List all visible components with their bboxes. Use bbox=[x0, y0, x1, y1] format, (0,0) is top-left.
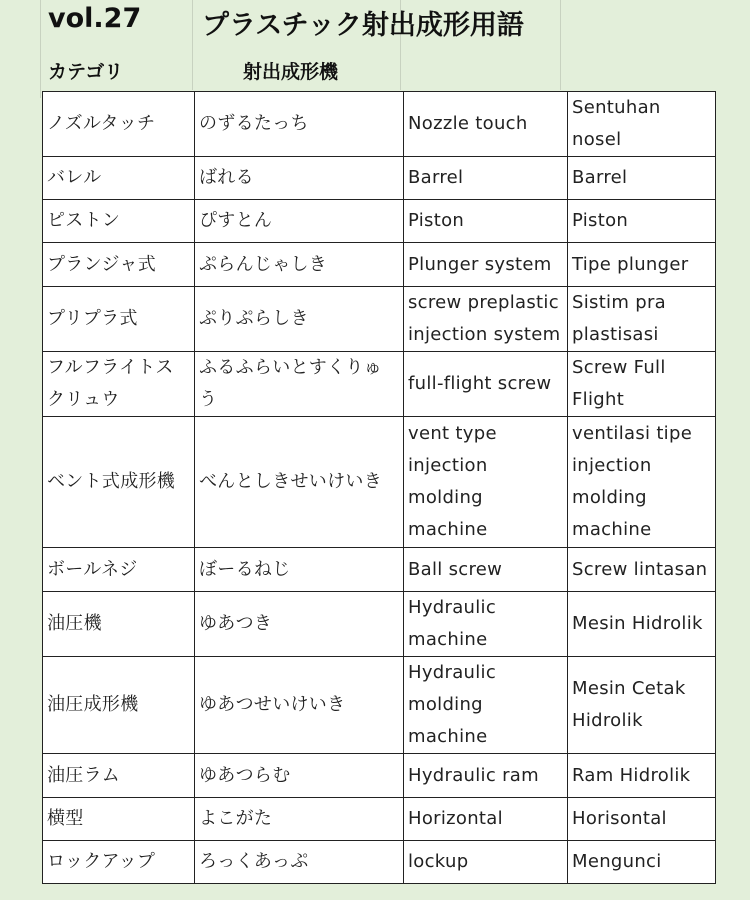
table-row bbox=[43, 352, 716, 417]
term-reading: のずるたっち bbox=[195, 92, 404, 157]
table-row bbox=[43, 200, 716, 243]
term-reading: ぷらんじゃしき bbox=[195, 243, 404, 287]
term-english: lockup bbox=[404, 841, 568, 884]
table-row bbox=[43, 417, 716, 548]
term-indonesian: Screw lintasan bbox=[568, 548, 716, 592]
table-row bbox=[43, 657, 716, 754]
term-japanese: 油圧ラム bbox=[43, 754, 195, 798]
term-indonesian: Piston bbox=[568, 200, 716, 243]
term-english: Ball screw bbox=[404, 548, 568, 592]
term-reading: ゆあつせいけいき bbox=[195, 657, 404, 754]
term-japanese: 油圧機 bbox=[43, 592, 195, 657]
page-title: プラスチック射出成形用語 bbox=[202, 10, 524, 41]
term-reading: ぼーるねじ bbox=[195, 548, 404, 592]
term-reading: ばれる bbox=[195, 157, 404, 200]
gridline bbox=[40, 0, 41, 98]
table-row bbox=[43, 243, 716, 287]
term-reading: よこがた bbox=[195, 798, 404, 841]
term-english: Horizontal bbox=[404, 798, 568, 841]
term-japanese: フルフライトスクリュウ bbox=[43, 352, 195, 417]
term-english: screw preplastic injection system bbox=[404, 287, 568, 352]
term-reading: ぷりぷらしき bbox=[195, 287, 404, 352]
term-japanese: ピストン bbox=[43, 200, 195, 243]
term-reading: べんとしきせいけいき bbox=[195, 417, 404, 548]
term-indonesian: Mengunci bbox=[568, 841, 716, 884]
term-japanese: プリプラ式 bbox=[43, 287, 195, 352]
term-reading: ふるふらいとすくりゅう bbox=[195, 352, 404, 417]
term-indonesian: ventilasi tipe injection molding machine bbox=[568, 417, 716, 548]
term-english: Hydraulic ram bbox=[404, 754, 568, 798]
term-english: Hydraulic molding machine bbox=[404, 657, 568, 754]
term-indonesian: Screw Full Flight bbox=[568, 352, 716, 417]
term-indonesian: Ram Hidrolik bbox=[568, 754, 716, 798]
term-indonesian: Barrel bbox=[568, 157, 716, 200]
table-row bbox=[43, 592, 716, 657]
table-row bbox=[43, 157, 716, 200]
term-indonesian: Sistim pra plastisasi bbox=[568, 287, 716, 352]
term-indonesian: Horisontal bbox=[568, 798, 716, 841]
table-row bbox=[43, 92, 716, 157]
category-value: 射出成形機 bbox=[243, 61, 339, 83]
term-reading: ゆあつらむ bbox=[195, 754, 404, 798]
term-japanese: プランジャ式 bbox=[43, 243, 195, 287]
table-row bbox=[43, 287, 716, 352]
table-row bbox=[43, 548, 716, 592]
term-indonesian: Tipe plunger bbox=[568, 243, 716, 287]
term-japanese: ボールネジ bbox=[43, 548, 195, 592]
term-indonesian: Sentuhan nosel bbox=[568, 92, 716, 157]
term-indonesian: Mesin Cetak Hidrolik bbox=[568, 657, 716, 754]
term-japanese: 横型 bbox=[43, 798, 195, 841]
term-english: vent type injection molding machine bbox=[404, 417, 568, 548]
term-japanese: 油圧成形機 bbox=[43, 657, 195, 754]
table-row bbox=[43, 798, 716, 841]
term-japanese: バレル bbox=[43, 157, 195, 200]
term-english: Hydraulic machine bbox=[404, 592, 568, 657]
gridline bbox=[560, 0, 561, 90]
term-english: Nozzle touch bbox=[404, 92, 568, 157]
terms-table bbox=[42, 91, 716, 884]
term-indonesian: Mesin Hidrolik bbox=[568, 592, 716, 657]
term-english: Plunger system bbox=[404, 243, 568, 287]
term-japanese: ノズルタッチ bbox=[43, 92, 195, 157]
category-label: カテゴリ bbox=[48, 61, 124, 83]
term-english: Barrel bbox=[404, 157, 568, 200]
volume-number: vol.27 bbox=[48, 3, 142, 34]
term-japanese: ベント式成形機 bbox=[43, 417, 195, 548]
term-english: full-flight screw bbox=[404, 352, 568, 417]
term-reading: ろっくあっぷ bbox=[195, 841, 404, 884]
table-row bbox=[43, 754, 716, 798]
term-reading: ぴすとん bbox=[195, 200, 404, 243]
table-row bbox=[43, 841, 716, 884]
term-reading: ゆあつき bbox=[195, 592, 404, 657]
term-english: Piston bbox=[404, 200, 568, 243]
gridline bbox=[192, 0, 193, 90]
term-japanese: ロックアップ bbox=[43, 841, 195, 884]
